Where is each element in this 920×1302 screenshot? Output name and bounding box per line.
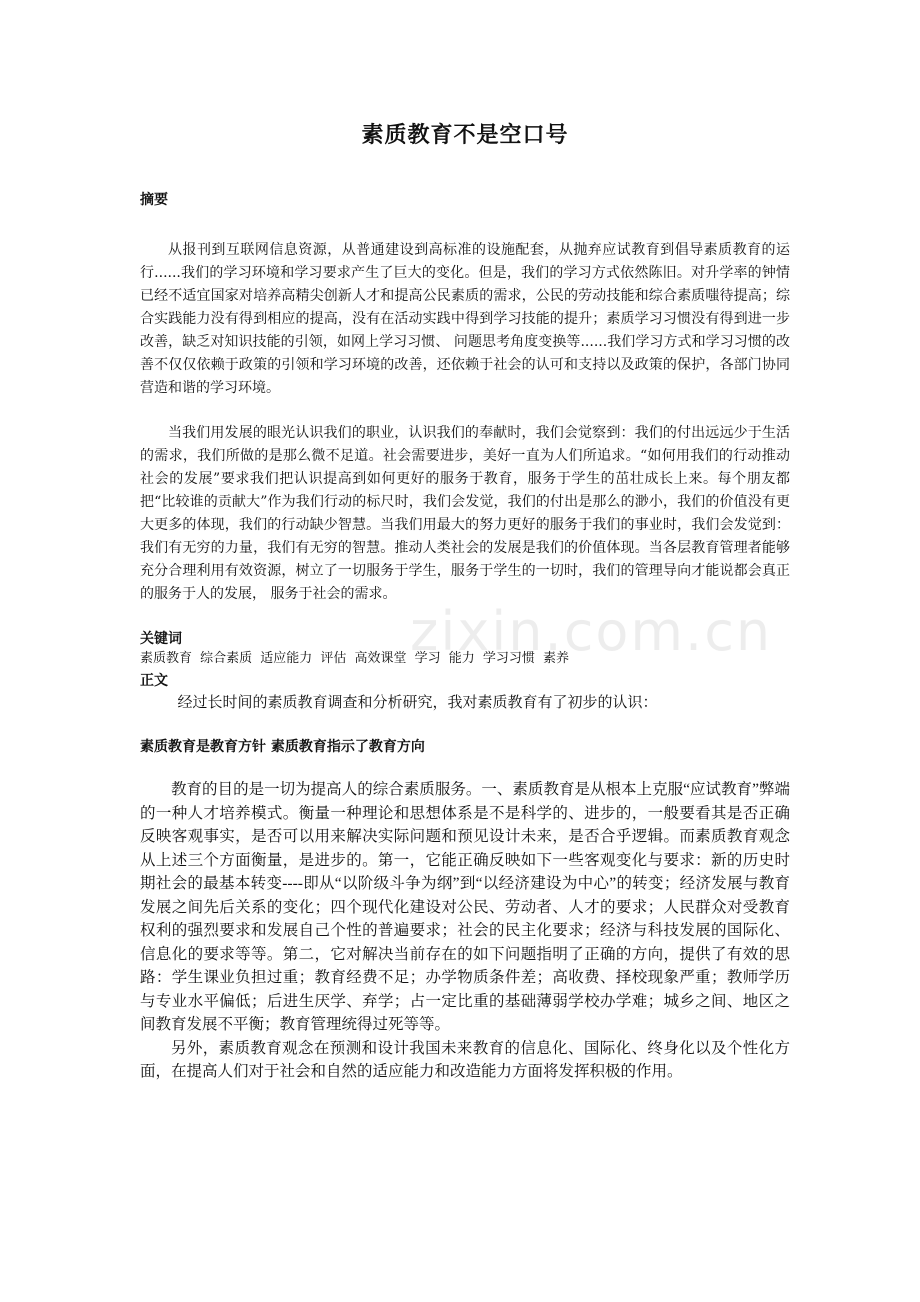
body-heading: 正文	[140, 673, 168, 689]
section-heading: 素质教育是教育方针 素质教育指示了教育方向	[140, 739, 425, 755]
keywords-list: 素质教育 综合素质 适应能力 评估 高效课堂 学习 能力 学习习惯 素养	[140, 651, 570, 666]
keywords-heading: 关键词	[140, 631, 182, 647]
document-title: 素质教育不是空口号	[361, 123, 569, 148]
watermark: zixin.com.cn	[410, 600, 773, 663]
body-paragraph-2: 另外，素质教育观念在预测和设计我国未来教育的信息化、国际化、终身化以及个性化方面，在提高人们对于社会和自然的适应能力和改造能力方面将发挥积极的作用。	[140, 1039, 790, 1080]
document-page	[140, 118, 790, 1084]
body-paragraph-1: 教育的目的是一切为提高人的综合素质服务。一、素质教育是从根本上克服“应试教育”弊端的一种人才培养模式。衡量一种理论和思想体系是不是科学的、进步的，一般要看其是否正确反映客观事实，是否可以用来解决实际问题和预见设计未来，是否合乎逻辑。而素质教育观念从上述三个方面衡量，是进步的。第一，它能正确反映如下一些客观变化与要求：新的历史时期社会的最基本转变----即从“以阶级斗争为纲”到“以经济建设为中心”的转变；经济发展与教育发展之间先后关系的变化；四个现代化建设对公民、劳动者、人才的要求；人民群众对受教育权利的强烈要求和发展自己个性的普遍要求；社会的民主化要求；经济与科技发展的国际化、信息化的要求等等。第二，它对解决当前存在的如下问题指明了正确的方向，提供了有效的思路：学生课业负担过重；教育经费不足；办学物质条件差；高收费、择校现象严重；教师学历与专业水平偏低；后进生厌学、弃学；占一定比重的基础薄弱学校办学难；城乡之间、地区之间教育发展不平衡；教育管理统得过死等等。	[140, 781, 790, 1033]
abstract-paragraph-1: 从报刊到互联网信息资源，从普通建设到高标准的设施配套，从抛弃应试教育到倡导素质教育的运行......我们的学习环境和学习要求产生了巨大的变化。但是，我们的学习方式依然陈旧。对升学率的钟情已经不适宜国家对培养高精尖创新人才和提高公民素质的需求，公民的劳动技能和综合素质嗤待提高；综合实践能力没有得到相应的提高，没有在活动实践中得到学习技能的提升；素质学习习惯没有得到进一步改善，缺乏对知识技能的引领，如网上学习习惯、 问题思考角度变换等......我们学习方式和学习习惯的改善不仅仅依赖于政策的引领和学习环境的改善，还依赖于社会的认可和支持以及政策的保护，各部门协同营造和谐的学习环境。	[140, 242, 790, 396]
body-lead: 经过长时间的素质教育调查和分析研究，我对素质教育有了初步的认识：	[177, 693, 658, 711]
abstract-heading: 摘要	[140, 192, 168, 208]
abstract-paragraph-2: 当我们用发展的眼光认识我们的职业，认识我们的奉献时，我们会觉察到：我们的付出远远少于生活的需求，我们所做的是那么微不足道。社会需要进步，美好一直为人们所追求。“如何用我们的行动推动社会的发展”要求我们把认识提高到如何更好的服务于教育，服务于学生的茁壮成长上来。每个朋友都把“比较谁的贡献大”作为我们行动的标尺时，我们会发觉，我们的付出是那么的渺小，我们的价值没有更大更多的体现，我们的行动缺少智慧。当我们用最大的努力更好的服务于我们的事业时，我们会发觉到：我们有无穷的力量，我们有无穷的智慧。推动人类社会的发展是我们的价值体现。当各层教育管理者能够充分合理利用有效资源，树立了一切服务于学生，服务于学生的一切时，我们的管理导向才能说都会真正的服务于人的发展， 服务于社会的需求。	[140, 425, 790, 602]
